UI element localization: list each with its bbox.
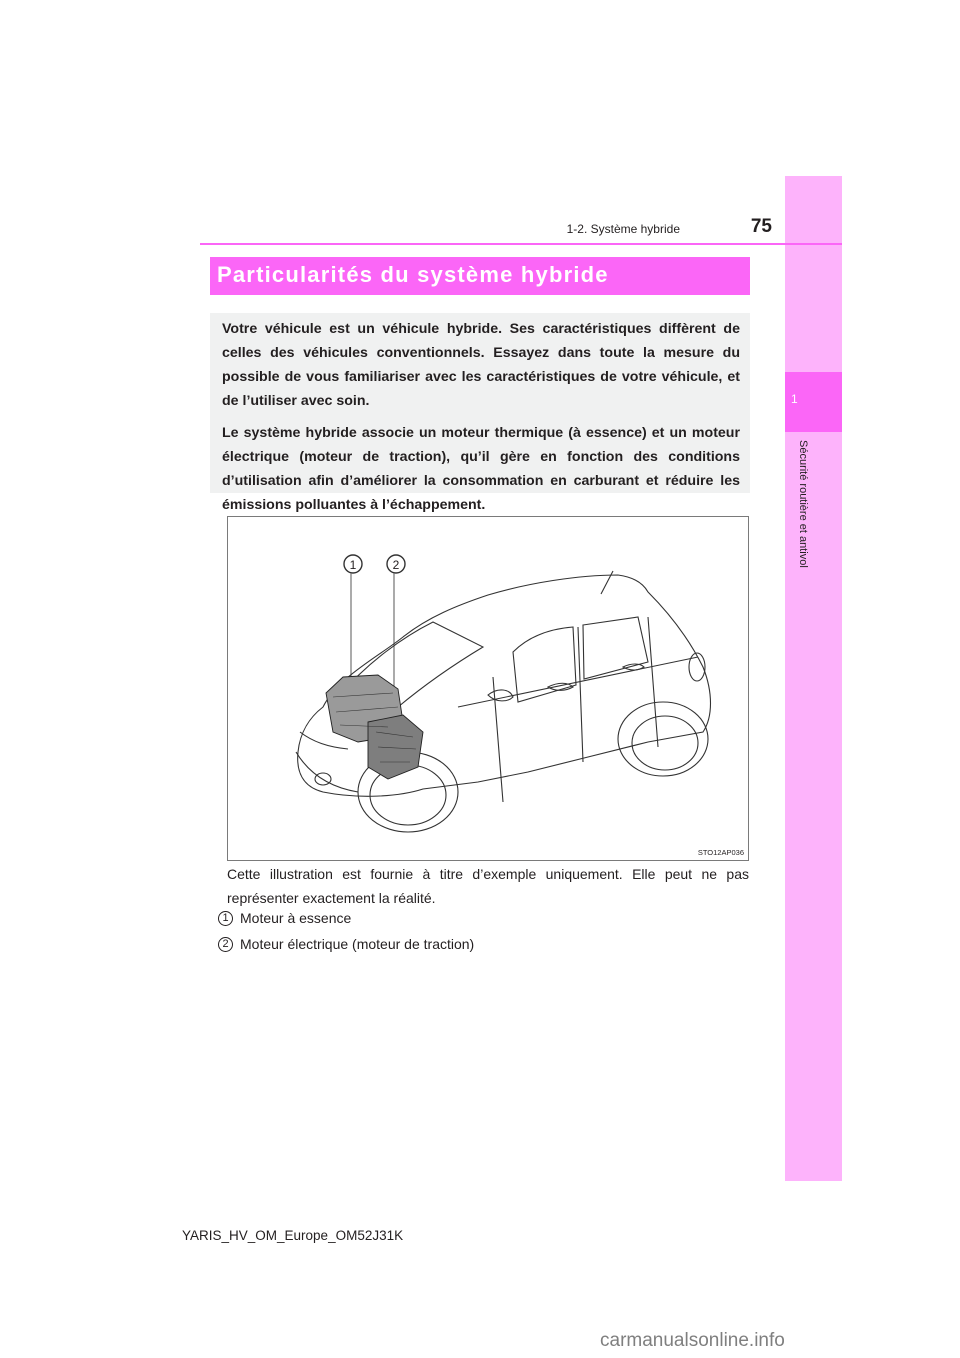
side-tab (785, 176, 842, 1181)
car-illustration (227, 516, 749, 861)
section-reference: 1-2. Système hybride (566, 222, 680, 236)
chapter-number: 1 (791, 392, 798, 406)
document-footer: YARIS_HV_OM_Europe_OM52J31K (182, 1228, 404, 1243)
figure-caption: Cette illustration est fournie à titre d’exemple uniquement. Elle peut ne pas représenter exactement la réalité. (227, 866, 749, 906)
page-title: Particularités du système hybride (217, 262, 609, 287)
figure-code: STO12AP036 (697, 848, 744, 857)
legend-item (218, 936, 474, 952)
page-number: 75 (750, 216, 772, 237)
callout-number-icon: 1 (218, 911, 233, 926)
intro-paragraph: Votre véhicule est un véhicule hybride. Ses caractéristiques diffèrent de celles des véhicules conventionnels. Essayez dans toute la mesure du possible de vous familiariser avec les caractéristiques de votre véhicule, et de l’utiliser avec soin. (222, 321, 740, 409)
title-bar (210, 257, 750, 295)
legend-label: Moteur électrique (moteur de traction) (240, 936, 475, 952)
hybrid-car-drawing-icon (228, 517, 748, 860)
chapter-label: Sécurité routière et antivol (797, 440, 809, 568)
header-divider (200, 243, 842, 245)
intro-box (210, 313, 750, 513)
legend-label: Moteur à essence (240, 910, 352, 926)
chapter-tab[interactable] (785, 372, 842, 432)
svg-text:2: 2 (392, 558, 400, 572)
watermark: carmanualsonline.info (600, 1330, 785, 1351)
chapter-label-container (797, 440, 817, 620)
callout-number-icon: 2 (218, 937, 233, 952)
svg-text:1: 1 (349, 558, 357, 572)
intro-paragraph: Le système hybride associe un moteur thermique (à essence) et un moteur électrique (moteur de traction), qu’il gère en fonction des conditions d’utilisation afin d’améliorer la consommation en carburant et réduire les émissions polluantes à l’échappement. (222, 425, 740, 513)
legend-item (218, 910, 351, 926)
